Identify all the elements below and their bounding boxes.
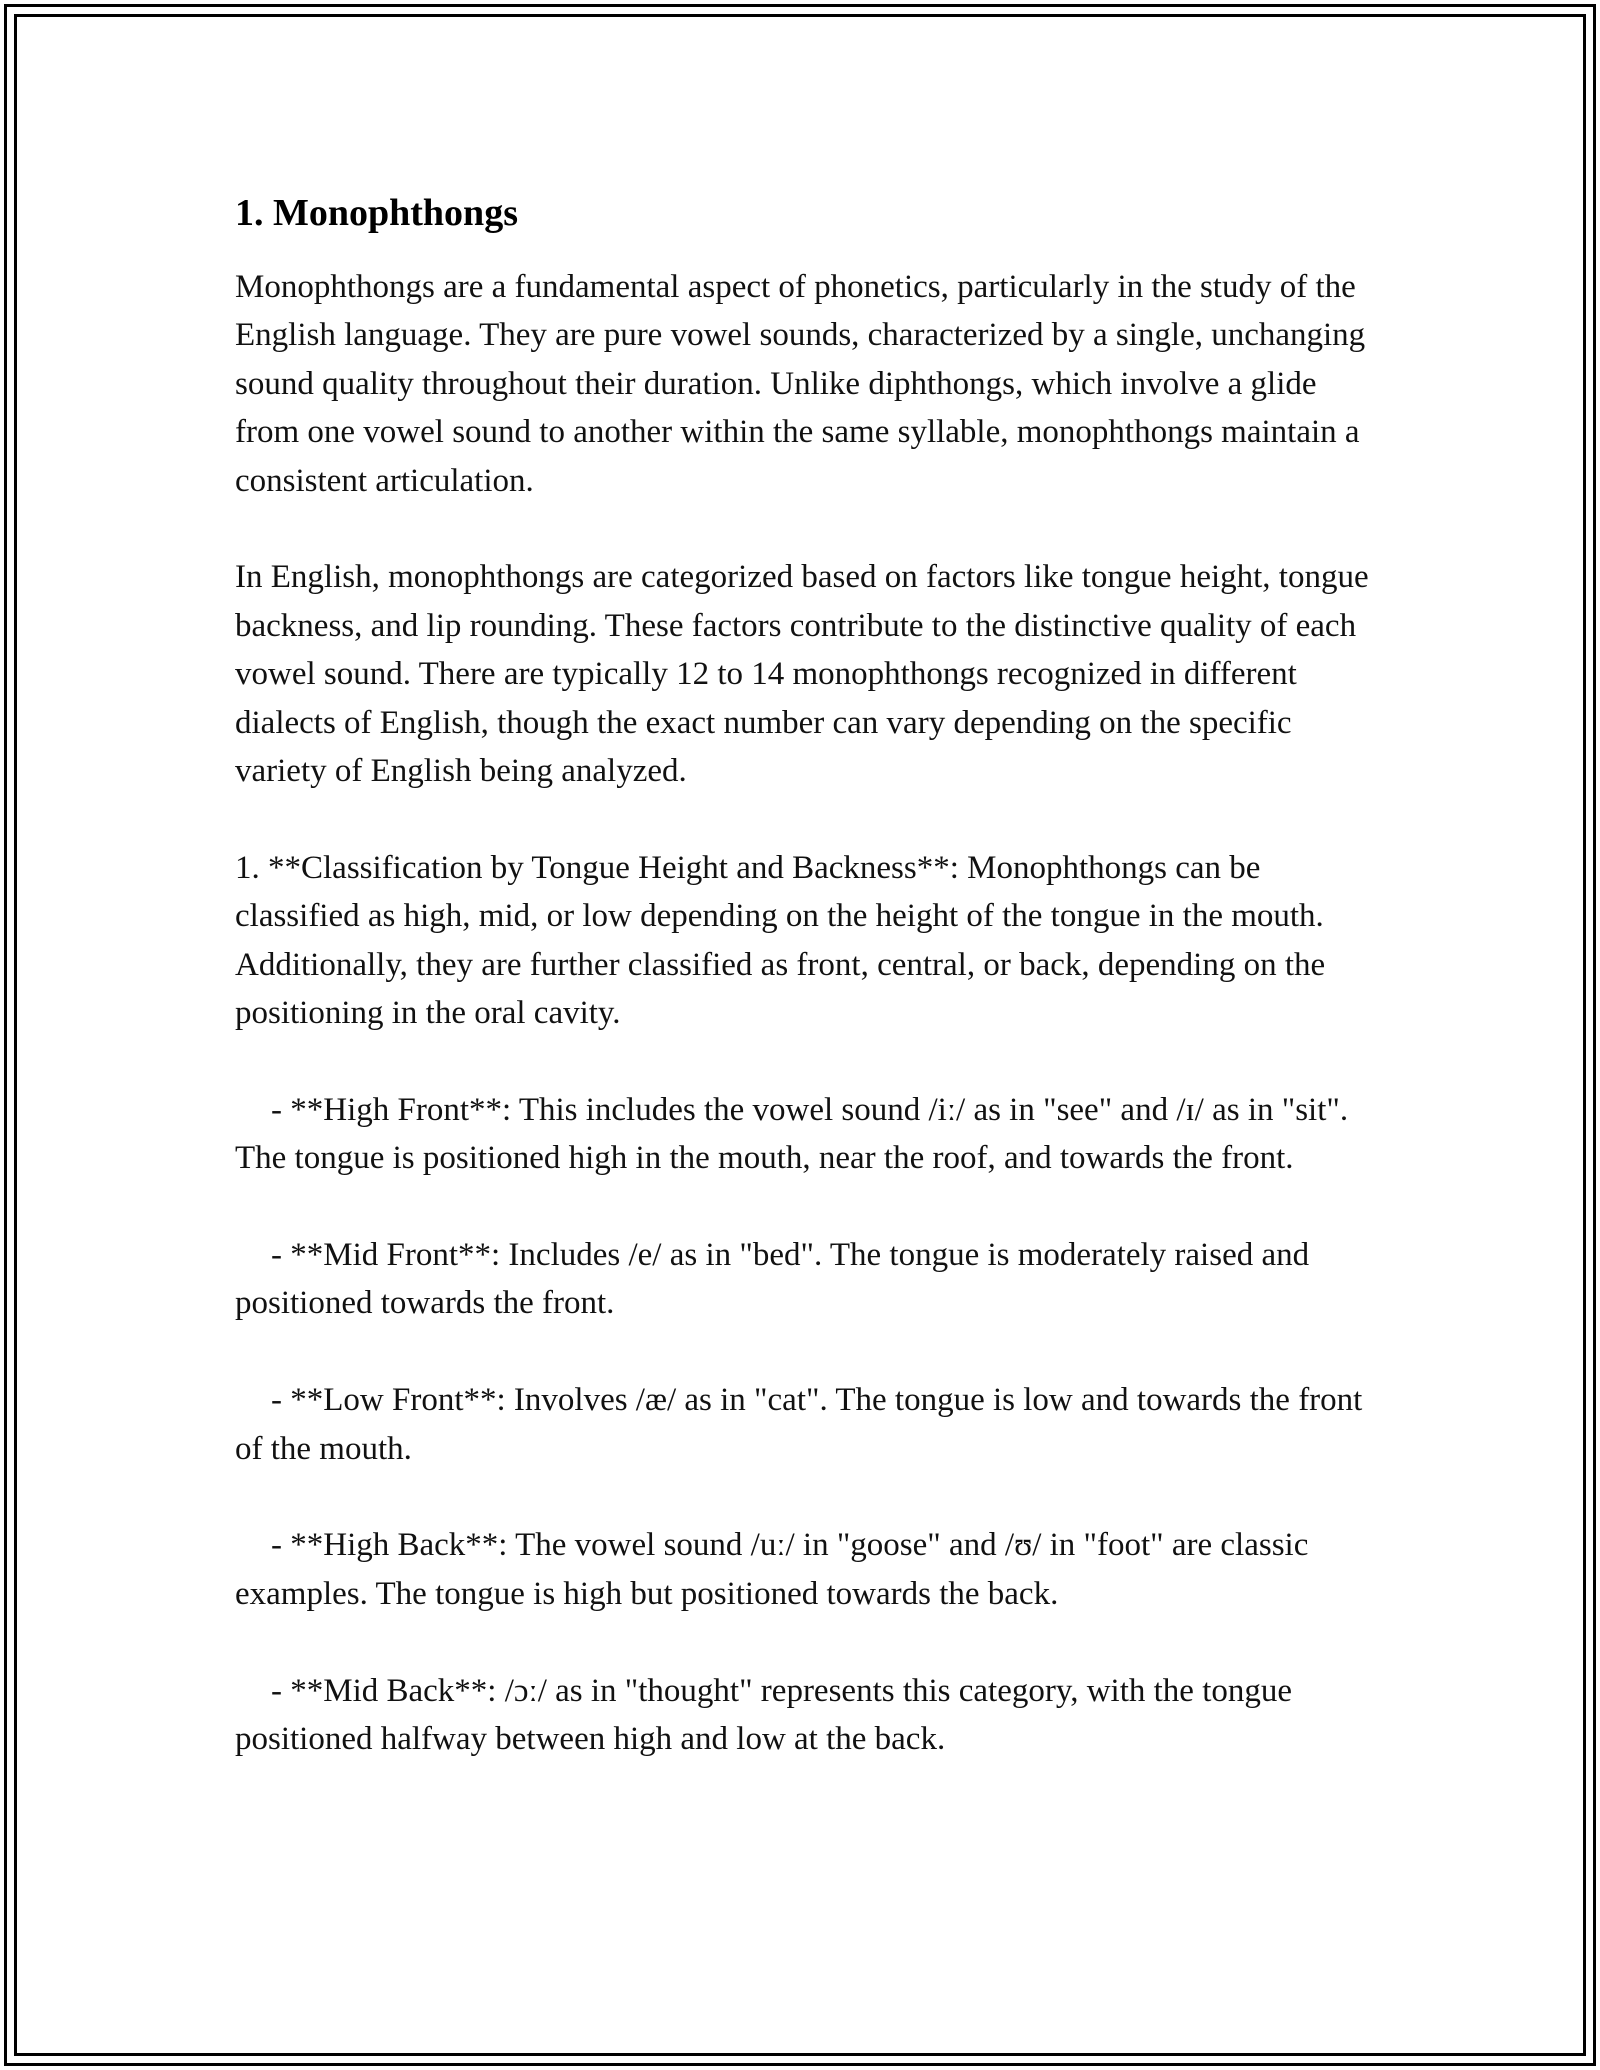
paragraph-intro: Monophthongs are a fundamental aspect of phonetics, particularly in the study of the English language. They are pure vowel sounds, characterized by a single, unchanging sound quality throughout their duration. Unlike diphthongs, which involve a glide from one vowel sound to another within the same syllable, monophthongs maintain a consistent articulation.: [235, 269, 1374, 499]
paragraph-categorization: In English, monophthongs are categorized based on factors like tongue height, tongue backness, and lip rounding. These factors contribute to the distinctive quality of each vowel sound. There are typically 12 to 14 monophthongs recognized in different dialects of English, though the exact number can vary depending on the specific variety of English being analyzed.: [235, 559, 1377, 790]
document-body: [235, 188, 1377, 1812]
section-heading: 1. Monophthongs: [235, 192, 518, 234]
list-item-mid-front: - **Mid Front**: Includes /e/ as in "bed". The tongue is moderately raised and positioned towards the front.: [235, 1237, 1318, 1322]
list-item-mid-back: - **Mid Back**: /ɔː/ as in "thought" represents this category, with the tongue positioned halfway between high and low at the back.: [235, 1672, 1301, 1758]
paragraph-classification: 1. **Classification by Tongue Height and Backness**: Monophthongs can be classified as high, mid, or low depending on the height of the tongue in the mouth. Additionally, they are further classified as front, central, or back, depending on the positioning in the oral cavity.: [235, 849, 1334, 1032]
list-item-high-front: - **High Front**: This includes the vowel sound /iː/ as in "see" and /ɪ/ as in "sit". The tongue is positioned high in the mouth, near the roof, and towards the front.: [235, 1091, 1356, 1177]
list-item-low-front: - **Low Front**: Involves /æ/ as in "cat". The tongue is low and towards the front of the mouth.: [235, 1382, 1371, 1467]
list-item-high-back: - **High Back**: The vowel sound /uː/ in "goose" and /ʊ/ in "foot" are classic examples. The tongue is high but positioned towards the back.: [235, 1527, 1317, 1612]
